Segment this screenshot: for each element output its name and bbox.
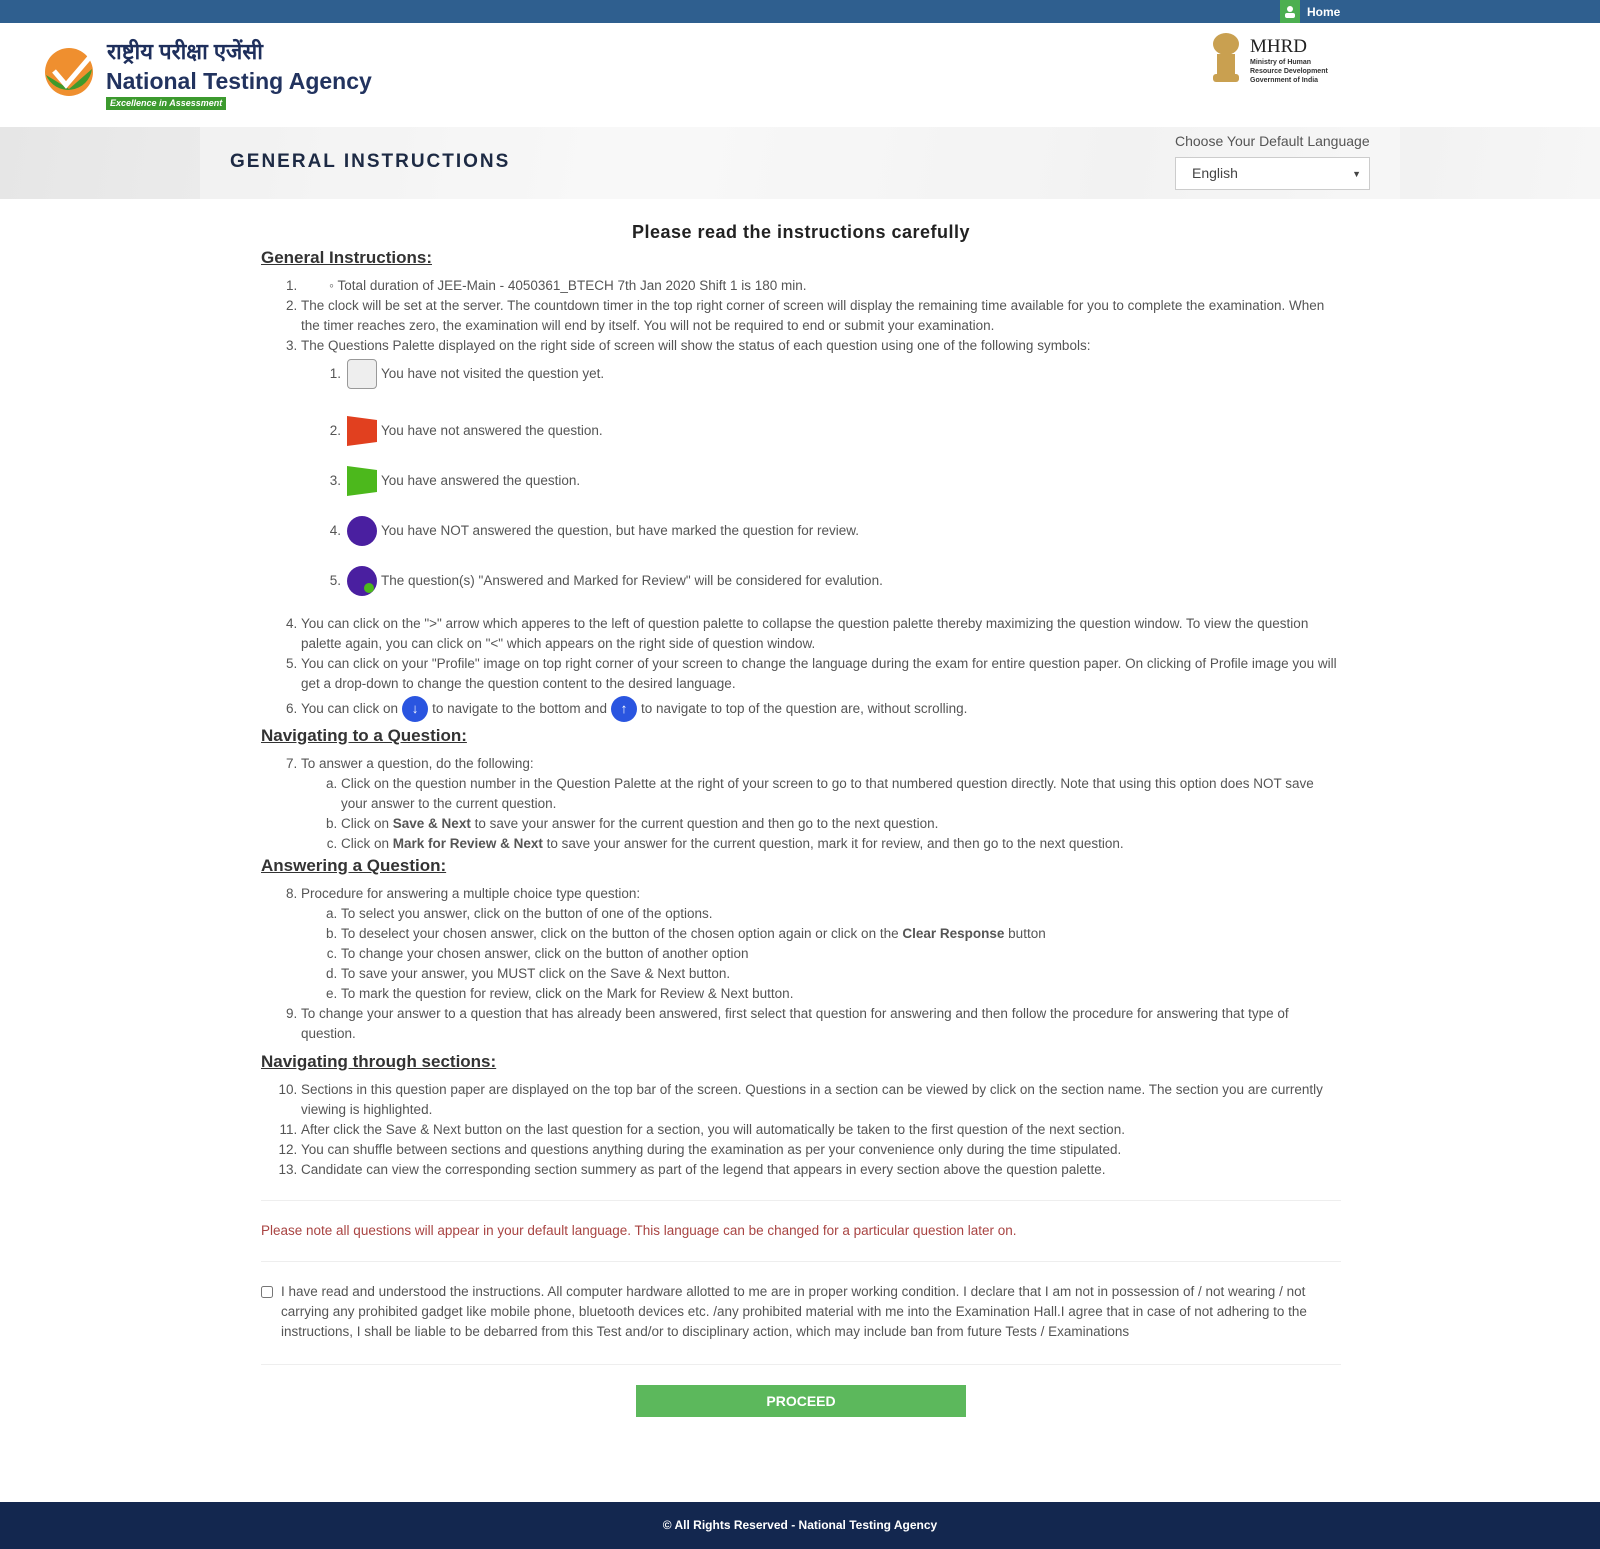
- list-item: a. To select you answer, click on the button of one of the options.: [341, 904, 1341, 924]
- text: Procedure for answering a multiple choice type question:: [301, 886, 641, 901]
- heading-navigating: Navigating to a Question:: [261, 726, 467, 745]
- footer: © All Rights Reserved - National Testing Agency: [0, 1502, 1600, 1549]
- text: You can click on: [301, 701, 399, 716]
- page-title: GENERAL INSTRUCTIONS: [230, 151, 511, 172]
- list-item: 1. ◦ Total duration of JEE-Main - 4050361_BTECH 7th Jan 2020 Shift 1 is 180 min.: [301, 276, 1341, 296]
- arrow-up-icon[interactable]: ↑: [611, 696, 637, 722]
- sub-list: [301, 774, 1341, 854]
- arrow-down-icon[interactable]: ↓: [402, 696, 428, 722]
- home-label: Home: [1307, 4, 1341, 19]
- symbol-label: You have NOT answered the question, but have marked the question for review.: [381, 523, 860, 538]
- proceed-button[interactable]: PROCEED: [636, 1385, 966, 1417]
- mhrd-line3: Government of India: [1250, 77, 1319, 84]
- list-item: e. To mark the question for review, click on the Mark for Review & Next button.: [341, 984, 1341, 1004]
- sub-list: [301, 904, 1341, 1004]
- nta-logo-icon: [44, 47, 94, 97]
- list-item: [341, 924, 1341, 944]
- list-item: 10. Sections in this question paper are displayed on the top bar of the screen. Questions in a section can be viewed by click on the section name. The section you are currently viewing is highlighted.: [301, 1080, 1341, 1120]
- general-list: [261, 276, 1341, 724]
- user-icon: [1280, 0, 1300, 23]
- symbol-answered: 3. You have answered the question.: [321, 456, 1341, 506]
- list-item: [301, 754, 1341, 854]
- marked-review-icon: [347, 516, 377, 546]
- list-item: [301, 694, 1341, 724]
- symbol-not-answered: 2. You have not answered the question.: [321, 406, 1341, 456]
- divider: [261, 1364, 1341, 1365]
- list-item: [301, 336, 1341, 606]
- symbol-not-visited: 1. You have not visited the question yet.: [321, 356, 1341, 392]
- symbol-answered-marked: 5. The question(s) "Answered and Marked for Review" will be considered for evalution.: [321, 556, 1341, 606]
- mhrd-line1: Ministry of Human: [1250, 59, 1312, 66]
- nav-list: [261, 754, 1341, 854]
- text: To answer a question, do the following:: [301, 756, 534, 771]
- emblem-icon: [1208, 30, 1244, 90]
- brand-tagline: Excellence in Assessment: [106, 97, 226, 110]
- answered-icon: [347, 466, 377, 496]
- answered-marked-icon: [347, 566, 377, 596]
- home-link[interactable]: [1280, 0, 1340, 23]
- list-item: 11. After click the Save & Next button on the last question for a section, you will automatically be taken to the first question of the next section.: [301, 1120, 1341, 1140]
- language-note: Please note all questions will appear in your default language. This language can be changed for a particular question later on.: [261, 1223, 1017, 1238]
- brand-hindi: राष्ट्रीय परीक्षा एजेंसी: [107, 39, 263, 64]
- text: button: [1008, 926, 1046, 941]
- list-item: [341, 814, 1341, 834]
- symbol-label: You have not answered the question.: [381, 423, 603, 438]
- text: to navigate to top of the question are, without scrolling.: [640, 701, 968, 716]
- list-item: [341, 834, 1341, 854]
- declaration-text: I have read and understood the instructions. All computer hardware allotted to me are in proper working condition. I declare that I am not in possession of / not wearing / not carrying any prohibited gadget like mobile phone, bluetooth devices etc. /any prohibited material with me into the Examination Hall.I agree that in case of not adhering to the instructions, I shall be liable to be debarred from this Test and/or to disciplinary action, which may include ban from future Tests / Examinations: [281, 1284, 1307, 1339]
- not-visited-icon: [347, 359, 377, 389]
- header: [0, 23, 1600, 127]
- duration-text: Total duration of JEE-Main - 4050361_BTECH 7th Jan 2020 Shift 1 is 180 min.: [337, 278, 807, 293]
- text: Clear Response: [902, 926, 1005, 941]
- section-list: [261, 1080, 1341, 1180]
- mhrd-line2: Resource Development: [1250, 68, 1328, 75]
- language-value: English: [1192, 165, 1238, 181]
- language-select[interactable]: [1175, 157, 1370, 190]
- mhrd-title: MHRD: [1250, 36, 1308, 57]
- heading-general: General Instructions:: [261, 248, 432, 267]
- text: Save & Next: [392, 816, 471, 831]
- instructions: [261, 222, 1341, 1417]
- list-item: 5. You can click on your "Profile" image on top right corner of your screen to change the language during the exam for entire question paper. On clicking of Profile image you will get a drop-down to change the question content to the desired language.: [301, 654, 1341, 694]
- brand-name: National Testing Agency: [106, 68, 372, 94]
- not-answered-icon: [347, 416, 377, 446]
- declaration-checkbox[interactable]: [261, 1286, 273, 1298]
- text: To deselect your chosen answer, click on the button of the chosen option again or click on the: [341, 926, 899, 941]
- mhrd-logo: [1208, 30, 1328, 90]
- heading-answering: Answering a Question:: [261, 856, 447, 875]
- list-item: 2. The clock will be set at the server. The countdown timer in the top right corner of screen will display the remaining time available for you to complete the examination. When the timer reaches zero, the examination will end by itself. You will not be required to end or submit your examination.: [301, 296, 1341, 336]
- symbol-label: You have not visited the question yet.: [381, 366, 605, 381]
- answer-list: [261, 884, 1341, 1044]
- top-bar: [0, 0, 1600, 23]
- list-item: 12. You can shuffle between sections and questions anything during the examination as per your convenience only during the time stipulated.: [301, 1140, 1341, 1160]
- text: Click on: [341, 816, 390, 831]
- symbol-marked-review: 4. You have NOT answered the question, but have marked the question for review.: [321, 506, 1341, 556]
- list-item: 4. You can click on the ">" arrow which apperes to the left of question palette to collapse the question palette thereby maximizing the question window. To view the question palette again, you can click on "<" which appears on the right side of question window.: [301, 614, 1341, 654]
- palette-text: The Questions Palette displayed on the right side of screen will show the status of each question using one of the following symbols:: [301, 338, 1091, 353]
- symbol-label: You have answered the question.: [381, 473, 581, 488]
- heading-sections: Navigating through sections:: [261, 1052, 497, 1071]
- declaration: [261, 1262, 1341, 1364]
- list-item: [301, 884, 1341, 1004]
- title-banner: [0, 127, 1600, 199]
- text: to save your answer for the current question, mark it for review, and then go to the next question.: [546, 836, 1124, 851]
- text: to navigate to the bottom and: [432, 701, 607, 716]
- chevron-down-icon: ▼: [1352, 169, 1361, 179]
- list-item: a. Click on the question number in the Question Palette at the right of your screen to go to that numbered question directly. Note that using this option does NOT save your answer to the current question.: [341, 774, 1341, 814]
- divider: [261, 1200, 1341, 1201]
- list-item: c. To change your chosen answer, click on the button of another option: [341, 944, 1341, 964]
- symbol-label: The question(s) "Answered and Marked for Review" will be considered for evalution.: [381, 573, 883, 588]
- list-item: d. To save your answer, you MUST click on the Save & Next button.: [341, 964, 1341, 984]
- list-item: 13. Candidate can view the corresponding section summery as part of the legend that appears in every section above the question palette.: [301, 1160, 1341, 1180]
- text: to save your answer for the current question and then go to the next question.: [474, 816, 939, 831]
- list-item: 9. To change your answer to a question that has already been answered, first select that question for answering and then follow the procedure for answering that type of question.: [301, 1004, 1341, 1044]
- language-label: Choose Your Default Language: [1175, 133, 1370, 149]
- text: Click on: [341, 836, 390, 851]
- text: Mark for Review & Next: [392, 836, 543, 851]
- instructions-title: Please read the instructions carefully: [631, 222, 971, 242]
